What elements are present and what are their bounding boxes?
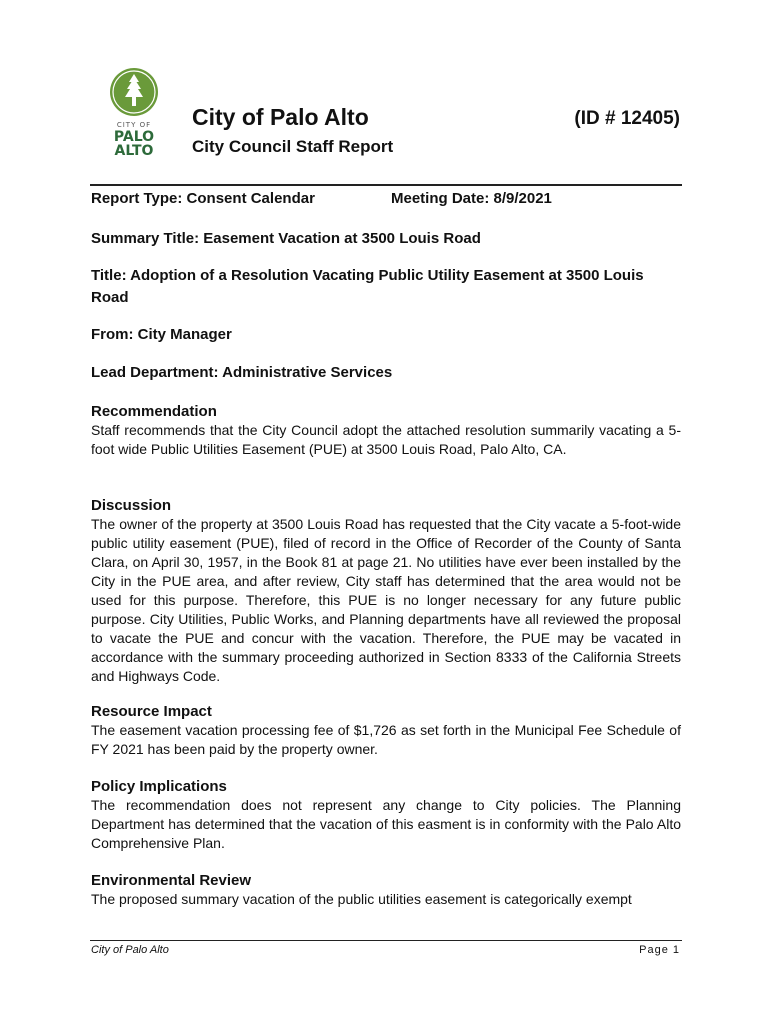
report-title: Title: Adoption of a Resolution Vacating Public Utility Easement at 3500 Louis Road bbox=[91, 267, 644, 306]
page-title: City of Palo Alto bbox=[192, 104, 369, 130]
policy-implications-body: The recommendation does not represent any change to City policies. The Planning Department has determined that the vacation of this easment is in conformity with the Palo Alto Comprehensive Plan. bbox=[91, 797, 681, 851]
meta-row bbox=[91, 190, 683, 207]
logo-line-2: PALO bbox=[113, 129, 155, 145]
header-divider bbox=[90, 184, 682, 186]
environmental-review-heading: Environmental Review bbox=[91, 872, 252, 889]
page-number: Page 1 bbox=[639, 944, 680, 956]
recommendation-body: Staff recommends that the City Council adopt the attached resolution summarily vacating a 5-foot wide Public Utilities Easement (PUE) at 3500 Louis Road, Palo Alto, CA. bbox=[91, 422, 681, 457]
discussion-heading: Discussion bbox=[91, 497, 172, 514]
recommendation-heading: Recommendation bbox=[91, 403, 217, 420]
logo-line-1: CITY OF bbox=[116, 121, 152, 129]
discussion-body: The owner of the property at 3500 Louis Road has requested that the City vacate a 5-foot-wide public utility easement (PUE), filed of record in the Office of Recorder of the County of Santa Clara, on April 30, 1957, in the Book 81 at page 21. No utilities have ever been installed by the City in the PUE area, and after review, City staff has determined that the area would not be used for this purpose. Therefore, this PUE is no longer necessary for any future public purpose. City Utilities, Public Works, and Planning departments have all reviewed the proposal to vacate the PUE and concur with the vacation. Therefore, the PUE may be vacated in accordance with the summary proceeding authorized in Section 8333 of the California Streets and Highways Code. bbox=[91, 516, 681, 684]
resource-impact-heading: Resource Impact bbox=[91, 703, 212, 720]
footer-org: City of Palo Alto bbox=[91, 944, 169, 956]
from-field: From: City Manager bbox=[91, 326, 232, 343]
recommendation-section bbox=[91, 402, 681, 459]
resource-impact-section bbox=[91, 702, 681, 759]
discussion-section bbox=[91, 496, 681, 686]
resource-impact-body: The easement vacation processing fee of $1,726 as set forth in the Municipal Fee Schedule of FY 2021 has been paid by the property owner. bbox=[91, 722, 681, 757]
city-logo bbox=[108, 66, 160, 161]
policy-implications-heading: Policy Implications bbox=[91, 778, 227, 795]
tree-seal-icon bbox=[108, 66, 160, 118]
lead-department: Lead Department: Administrative Services bbox=[91, 364, 393, 381]
environmental-review-body: The proposed summary vacation of the public utilities easement is categorically exempt bbox=[91, 891, 632, 907]
policy-implications-section bbox=[91, 777, 681, 853]
report-subtitle: City Council Staff Report bbox=[192, 137, 394, 156]
report-type: Report Type: Consent Calendar bbox=[91, 190, 315, 207]
footer-divider bbox=[90, 940, 682, 941]
report-id: (ID # 12405) bbox=[574, 108, 680, 129]
summary-title: Summary Title: Easement Vacation at 3500 Louis Road bbox=[91, 230, 481, 247]
logo-line-3: ALTO bbox=[114, 143, 154, 159]
meeting-date: Meeting Date: 8/9/2021 bbox=[391, 190, 552, 207]
environmental-review-section bbox=[91, 871, 681, 909]
